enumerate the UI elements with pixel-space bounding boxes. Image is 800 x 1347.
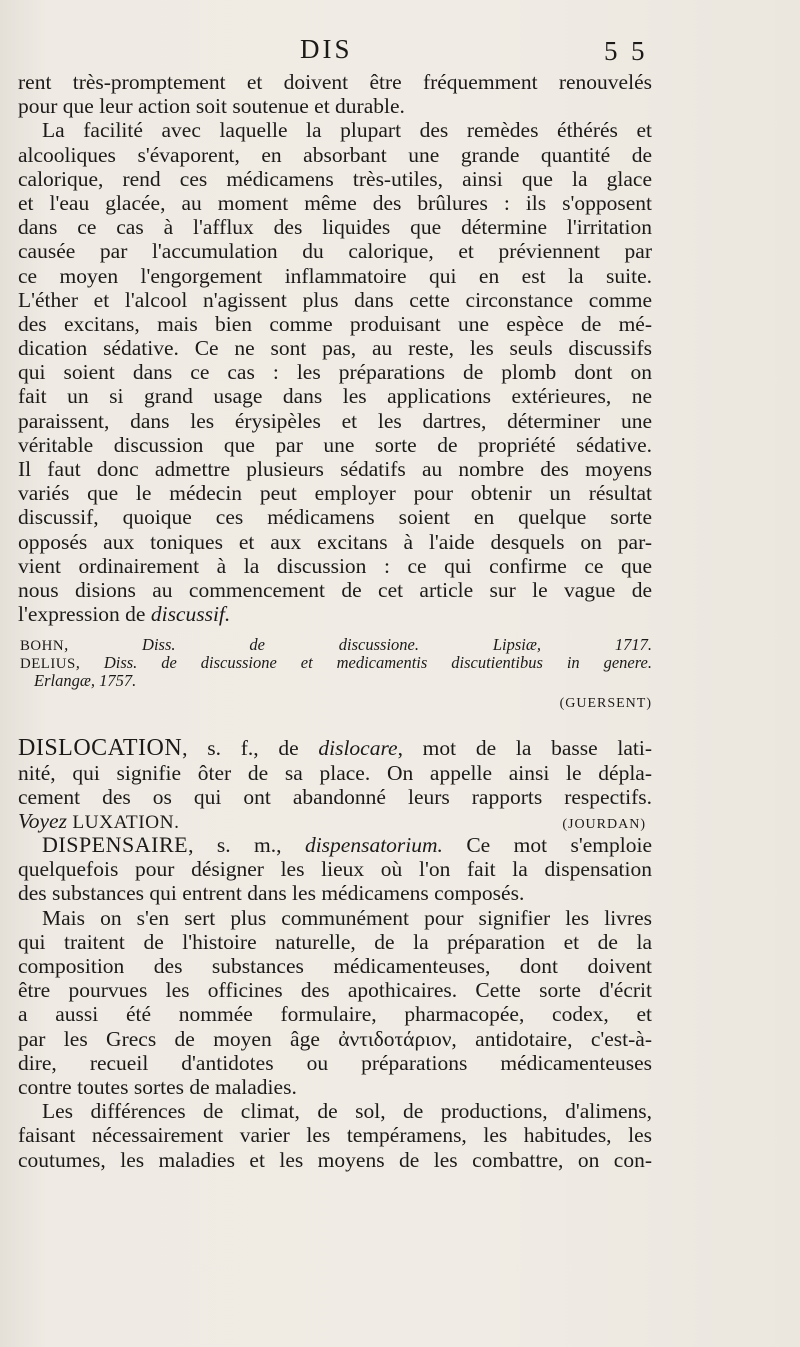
text-line: qui soient dans ce cas : les préparations de plomb dont on <box>18 360 652 385</box>
text-line: composition des substances médicamenteuses, dont doivent <box>18 954 652 978</box>
entry-dispensaire <box>18 833 652 906</box>
headword: DISLOCATION <box>18 735 183 762</box>
entry-dislocation <box>18 736 652 833</box>
text-line: dire, recueil d'antidotes ou préparations médicamenteuses <box>18 1050 652 1075</box>
entry-first-line <box>18 736 652 760</box>
text-line: des substances qui entrent dans les médicamens composés. <box>18 881 525 906</box>
italic-term: dislocare <box>318 736 398 761</box>
cross-reference-target: LUXATION. <box>72 811 180 833</box>
text-line: Les différences de climat, de sol, de productions, d'alimens, <box>42 1099 652 1124</box>
text-line: faisant nécessairement varier les tempéramens, les habitudes, les <box>18 1123 652 1148</box>
text-line: paraissent, dans les érysipèles et les dartres, déterminer une <box>18 408 652 433</box>
reference-text: , Diss. de discussione et medicamentis discutientibus in genere. <box>75 653 652 673</box>
text-line: opposés aux toniques et aux excitans à l'aide desquels on par- <box>18 529 652 554</box>
italic-term: dispensatorium. <box>304 833 443 858</box>
text-line: Il faut donc admettre plusieurs sédatifs au nombre des moyens <box>18 457 652 481</box>
text-line: nous disions au commencement de cet article sur le vague de <box>18 577 652 602</box>
text-line: alcooliques s'évaporent, en absorbant une grande quantité de <box>18 142 652 167</box>
author-signature: (GUERSENT) <box>559 696 652 712</box>
text-fragment: , s. f., de <box>182 736 319 761</box>
text-fragment: l'expression de <box>18 602 151 627</box>
reference-author: BOHN <box>20 638 65 655</box>
entry-first-line <box>18 833 652 857</box>
text-line: et l'eau glacée, au moment même des brûlures : ils s'opposent <box>18 190 652 215</box>
text-line: des excitans, mais bien comme produisant une espèce de mé- <box>18 311 652 336</box>
reference-entry <box>18 654 652 672</box>
section-gap <box>18 718 652 736</box>
text-line: nité, qui signifie ôter de sa place. On appelle ainsi le dépla- <box>18 760 652 785</box>
text-line: qui traitent de l'histoire naturelle, de la préparation et de la <box>18 929 652 954</box>
paragraph-continuation <box>18 70 652 118</box>
text-line: coutumes, les maladies et les moyens de les combattre, on con- <box>18 1147 652 1172</box>
reference-author: DELIUS <box>20 656 76 673</box>
text-fragment: , mot de la basse lati- <box>397 736 652 761</box>
text-line: discussif, quoique ces médicamens soient en quelque sorte <box>18 505 652 530</box>
cross-reference <box>18 809 179 833</box>
page-header <box>0 34 800 70</box>
text-line: calorique, rend ces médicamens très-utiles, ainsi que la glace <box>18 166 652 191</box>
author-signature: (JOURDAN) <box>562 816 646 832</box>
cross-reference-line <box>18 809 652 833</box>
text-fragment: Ce mot s'emploie <box>442 833 652 858</box>
text-line: L'éther et l'alcool n'agissent plus dans cette circonstance comme <box>18 287 652 312</box>
reference-text: , Diss. de discussione. Lipsiæ, 1717. <box>64 635 652 655</box>
text-line: vient ordinairement à la discussion : ce qui confirme ce que <box>18 553 652 578</box>
text-line: dans ce cas à l'afflux des liquides que détermine l'irritation <box>18 215 652 240</box>
text-line: rent très-promptement et doivent être fréquemment renouvelés <box>18 70 652 94</box>
text-line: ce moyen l'engorgement inflammatoire qui en est la suite. <box>18 263 652 288</box>
text-line: pour que leur action soit soutenue et durable. <box>18 94 405 119</box>
text-line: cement des os qui ont abandonné leurs rapports respectifs. <box>18 784 652 809</box>
running-title: DIS <box>300 34 353 64</box>
text-line: variés que le médecin peut employer pour obtenir un résultat <box>18 481 652 506</box>
paragraph-mais <box>18 906 652 1100</box>
text-line: dication sédative. Ce ne sont pas, au reste, les seuls discussifs <box>18 336 652 361</box>
text-line: contre toutes sortes de maladies. <box>18 1074 297 1099</box>
text-line: causée par l'accumulation du calorique, et préviennent par <box>18 239 652 264</box>
italic-term: discussif. <box>150 602 231 627</box>
text-line: être pourvues les officines des apothicaires. Cette sorte d'écrit <box>18 978 652 1003</box>
reference-continuation: Erlangæ, 1757. <box>34 671 137 691</box>
text-line: véritable discussion que par une sorte de propriété sédative. <box>18 432 652 457</box>
text-line: fait un si grand usage dans les applications extérieures, ne <box>18 384 652 409</box>
paragraph-facilite <box>18 118 652 626</box>
text-line: a aussi été nommée formulaire, pharmacopée, codex, et <box>18 1002 652 1027</box>
page-number: 5 5 <box>604 36 645 66</box>
text-fragment: , s. m., <box>188 833 305 858</box>
text-line: quelquefois pour désigner les lieux où l'on fait la dispensation <box>18 857 652 882</box>
paragraph-differences <box>18 1099 652 1172</box>
voyez-label: Voyez <box>18 808 67 833</box>
text-line: Mais on s'en sert plus communément pour signifier les livres <box>42 905 652 930</box>
bibliography <box>18 636 652 718</box>
text-line: par les Grecs de moyen âge ἀντιδοτάριον, antidotaire, c'est-à- <box>18 1026 652 1051</box>
page-body <box>18 70 652 1172</box>
headword: DISPENSAIRE <box>42 832 189 858</box>
text-line: La facilité avec laquelle la plupart des remèdes éthérés et <box>42 118 652 143</box>
text-line <box>18 602 652 626</box>
reference-entry <box>18 636 652 654</box>
